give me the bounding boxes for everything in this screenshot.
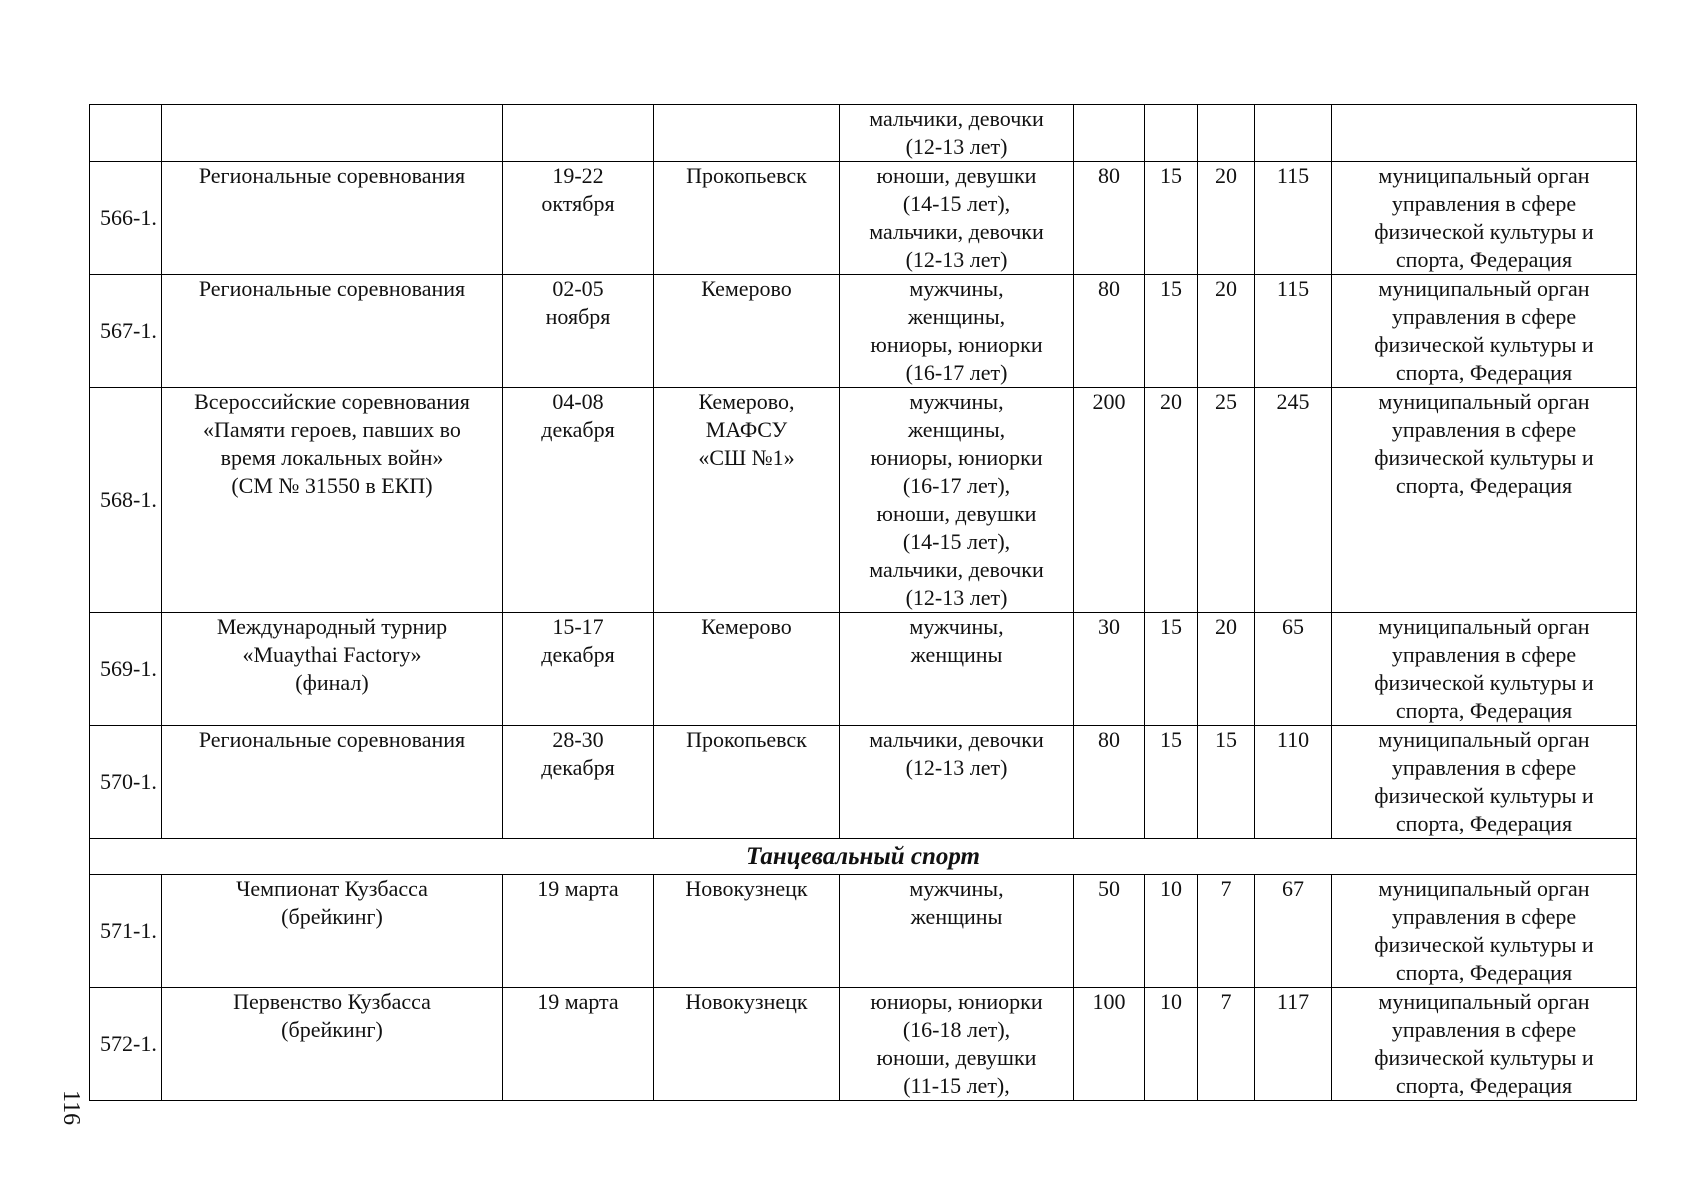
row-number: 567-1. (90, 275, 162, 388)
event-name: Всероссийские соревнования «Памяти героев, павших во время локальных войн» (СМ № 31550 в ЕКП) (162, 388, 503, 613)
table-row (90, 613, 1637, 726)
count-total: 115 (1255, 162, 1332, 275)
table-row (90, 275, 1637, 388)
table-row (90, 988, 1637, 1101)
count-total: 65 (1255, 613, 1332, 726)
event-name: Чемпионат Кузбасса (брейкинг) (162, 875, 503, 988)
row-number: 566-1. (90, 162, 162, 275)
organizer: муниципальный орган управления в сфере физической культуры и спорта, Федерация (1332, 726, 1637, 839)
page-number: 116 (58, 1090, 84, 1126)
event-place: Новокузнецк (654, 875, 840, 988)
count-a: 80 (1074, 275, 1145, 388)
event-date: 19 марта (503, 988, 654, 1101)
event-place: Кемерово (654, 613, 840, 726)
table-row (90, 875, 1637, 988)
participants: мальчики, девочки (12-13 лет) (840, 105, 1074, 162)
count-a: 80 (1074, 162, 1145, 275)
organizer: муниципальный орган управления в сфере физической культуры и спорта, Федерация (1332, 875, 1637, 988)
count-a: 50 (1074, 875, 1145, 988)
count-c: 25 (1198, 388, 1255, 613)
count-b (1145, 105, 1198, 162)
organizer: муниципальный орган управления в сфере физической культуры и спорта, Федерация (1332, 275, 1637, 388)
event-place: Прокопьевск (654, 162, 840, 275)
count-c: 7 (1198, 988, 1255, 1101)
count-a: 100 (1074, 988, 1145, 1101)
row-number: 569-1. (90, 613, 162, 726)
count-total: 245 (1255, 388, 1332, 613)
table-row (90, 726, 1637, 839)
table-row (90, 105, 1637, 162)
participants: юноши, девушки (14-15 лет), мальчики, девочки (12-13 лет) (840, 162, 1074, 275)
section-title: Танцевальный спорт (90, 839, 1637, 875)
event-name (162, 105, 503, 162)
count-b: 15 (1145, 162, 1198, 275)
event-place (654, 105, 840, 162)
event-name: Первенство Кузбасса (брейкинг) (162, 988, 503, 1101)
participants: мальчики, девочки (12-13 лет) (840, 726, 1074, 839)
event-date: 04-08 декабря (503, 388, 654, 613)
row-number: 572-1. (90, 988, 162, 1101)
row-number: 568-1. (90, 388, 162, 613)
event-date: 19-22 октября (503, 162, 654, 275)
count-b: 10 (1145, 875, 1198, 988)
event-date (503, 105, 654, 162)
organizer: муниципальный орган управления в сфере физической культуры и спорта, Федерация (1332, 613, 1637, 726)
events-table (89, 104, 1637, 1101)
event-place: Прокопьевск (654, 726, 840, 839)
count-b: 10 (1145, 988, 1198, 1101)
event-name: Международный турнир «Muaythai Factory» (финал) (162, 613, 503, 726)
count-c: 20 (1198, 275, 1255, 388)
count-total: 67 (1255, 875, 1332, 988)
participants: мужчины, женщины (840, 875, 1074, 988)
count-a: 30 (1074, 613, 1145, 726)
event-date: 19 марта (503, 875, 654, 988)
count-a: 80 (1074, 726, 1145, 839)
event-name: Региональные соревнования (162, 162, 503, 275)
count-c: 20 (1198, 162, 1255, 275)
organizer (1332, 105, 1637, 162)
organizer: муниципальный орган управления в сфере физической культуры и спорта, Федерация (1332, 162, 1637, 275)
count-total (1255, 105, 1332, 162)
row-number: 571-1. (90, 875, 162, 988)
participants: мужчины, женщины, юниоры, юниорки (16-17 лет), юноши, девушки (14-15 лет), мальчики, девочки (12-13 лет) (840, 388, 1074, 613)
event-place: Кемерово, МАФСУ «СШ №1» (654, 388, 840, 613)
participants: юниоры, юниорки (16-18 лет), юноши, девушки (11-15 лет), (840, 988, 1074, 1101)
count-total: 110 (1255, 726, 1332, 839)
count-b: 20 (1145, 388, 1198, 613)
count-b: 15 (1145, 275, 1198, 388)
row-number: 570-1. (90, 726, 162, 839)
section-header-row (90, 839, 1637, 875)
count-total: 115 (1255, 275, 1332, 388)
event-date: 15-17 декабря (503, 613, 654, 726)
table-row (90, 388, 1637, 613)
table-row (90, 162, 1637, 275)
count-b: 15 (1145, 613, 1198, 726)
row-number (90, 105, 162, 162)
event-name: Региональные соревнования (162, 275, 503, 388)
count-c: 15 (1198, 726, 1255, 839)
count-a: 200 (1074, 388, 1145, 613)
count-total: 117 (1255, 988, 1332, 1101)
count-c: 20 (1198, 613, 1255, 726)
organizer: муниципальный орган управления в сфере физической культуры и спорта, Федерация (1332, 988, 1637, 1101)
event-name: Региональные соревнования (162, 726, 503, 839)
event-place: Новокузнецк (654, 988, 840, 1101)
participants: мужчины, женщины (840, 613, 1074, 726)
count-c (1198, 105, 1255, 162)
event-date: 02-05 ноября (503, 275, 654, 388)
event-date: 28-30 декабря (503, 726, 654, 839)
participants: мужчины, женщины, юниоры, юниорки (16-17 лет) (840, 275, 1074, 388)
event-place: Кемерово (654, 275, 840, 388)
count-c: 7 (1198, 875, 1255, 988)
count-a (1074, 105, 1145, 162)
count-b: 15 (1145, 726, 1198, 839)
organizer: муниципальный орган управления в сфере физической культуры и спорта, Федерация (1332, 388, 1637, 613)
